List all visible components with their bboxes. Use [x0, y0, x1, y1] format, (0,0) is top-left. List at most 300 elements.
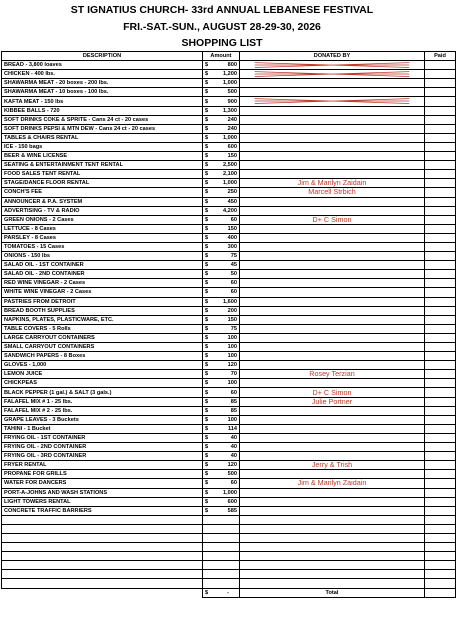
item-description: ANNOUNCER & P.A. SYSTEM — [2, 197, 203, 206]
item-paid — [425, 215, 456, 224]
blank-cell — [203, 533, 240, 542]
item-donor-cell — [240, 443, 425, 452]
blank-cell — [2, 552, 203, 561]
item-description: KIBBEE BALLS - 720 — [2, 106, 203, 115]
item-amount — [203, 279, 240, 288]
item-description: GREEN ONIONS - 2 Cases — [2, 215, 203, 224]
currency-symbol: $ — [205, 116, 209, 123]
item-paid — [425, 352, 456, 361]
amount-value: 600 — [227, 143, 237, 150]
item-description: NAPKINS, PLATES, PLASTICWARE, ETC. — [2, 315, 203, 324]
item-paid — [425, 306, 456, 315]
item-description: BEER & WINE LICENSE — [2, 152, 203, 161]
amount-value: 85 — [230, 407, 237, 414]
amount-value: 150 — [227, 225, 237, 232]
blank-cell — [203, 543, 240, 552]
donor-name: Jerry & Trish — [311, 460, 353, 470]
festival-title: ST IGNATIUS CHURCH- 33rd ANNUAL LEBANESE FESTIVAL — [70, 4, 374, 16]
item-donor-cell — [240, 497, 425, 506]
table-row — [2, 315, 456, 324]
currency-symbol: $ — [205, 262, 209, 269]
item-paid — [425, 361, 456, 370]
item-donor-cell — [240, 415, 425, 424]
item-donor-cell — [240, 306, 425, 315]
item-description: SHAWARMA MEAT - 10 boxes - 100 lbs. — [2, 88, 203, 97]
donor-name: D+ C Simon — [312, 387, 352, 397]
amount-value: 60 — [230, 289, 237, 296]
blank-cell — [240, 543, 425, 552]
item-amount — [203, 452, 240, 461]
table-row — [2, 170, 456, 179]
amount-value: 60 — [230, 480, 237, 487]
amount-value: 600 — [227, 498, 237, 505]
item-description: LEMON JUICE — [2, 370, 203, 379]
table-row — [2, 142, 456, 151]
item-paid — [425, 152, 456, 161]
item-amount — [203, 470, 240, 479]
donor-name: Rosey Terzian — [309, 369, 355, 379]
amount-value: 500 — [227, 89, 237, 96]
item-donor-cell — [240, 433, 425, 442]
item-paid — [425, 88, 456, 97]
currency-symbol: $ — [205, 407, 209, 414]
table-row — [2, 443, 456, 452]
item-description: LETTUCE - 8 Cases — [2, 224, 203, 233]
column-header-paid: Paid — [425, 52, 456, 61]
table-row — [2, 333, 456, 342]
currency-symbol: $ — [205, 507, 209, 514]
item-description: SHAWARMA MEAT - 20 boxes - 200 lbs. — [2, 79, 203, 88]
item-donor-cell — [240, 133, 425, 142]
amount-value: 1,200 — [223, 71, 237, 78]
item-paid — [425, 233, 456, 242]
amount-value: 4,200 — [223, 207, 237, 214]
item-description: SOFT DRINKS COKE & SPRITE - Cans 24 ct - 20 cases — [2, 115, 203, 124]
currency-symbol: $ — [205, 98, 209, 105]
item-donor-cell — [240, 370, 425, 379]
item-amount — [203, 88, 240, 97]
currency-symbol: $ — [205, 253, 209, 260]
list-title: SHOPPING LIST — [181, 37, 263, 49]
item-donor-cell — [240, 188, 425, 197]
item-description: LIGHT TOWERS RENTAL — [2, 497, 203, 506]
item-description: FRYING OIL - 3RD CONTAINER — [2, 452, 203, 461]
item-description: ADVERTISING - TV & RADIO — [2, 206, 203, 215]
table-row — [2, 288, 456, 297]
item-amount — [203, 433, 240, 442]
currency-symbol: $ — [205, 216, 209, 223]
blank-cell — [2, 561, 203, 570]
item-description: FALAFEL MIX # 2 - 25 lbs. — [2, 406, 203, 415]
total-row — [2, 588, 456, 597]
item-description: WHITE WINE VINEGAR - 2 Cases — [2, 288, 203, 297]
currency-symbol: $ — [205, 289, 209, 296]
donor-name: Jim & Marilyn Zaidain — [297, 178, 367, 188]
amount-value: 150 — [227, 316, 237, 323]
currency-symbol: $ — [205, 434, 209, 441]
amount-value: 100 — [227, 416, 237, 423]
amount-value: 250 — [227, 189, 237, 196]
item-amount — [203, 352, 240, 361]
item-description: PROPANE FOR GRILLS — [2, 470, 203, 479]
table-row — [2, 215, 456, 224]
shopping-list-table — [1, 51, 456, 598]
currency-symbol: $ — [205, 244, 209, 251]
amount-value: 240 — [227, 116, 237, 123]
item-donor-cell — [240, 161, 425, 170]
strikethrough-mark — [240, 70, 424, 78]
currency-symbol: $ — [205, 171, 209, 178]
item-paid — [425, 388, 456, 397]
item-donor-cell — [240, 388, 425, 397]
currency-symbol: $ — [205, 380, 209, 387]
item-description: PARSLEY - 8 Cases — [2, 233, 203, 242]
currency-symbol: $ — [205, 134, 209, 141]
item-donor-cell — [240, 152, 425, 161]
item-paid — [425, 133, 456, 142]
table-row — [2, 179, 456, 188]
table-row — [2, 224, 456, 233]
item-amount — [203, 206, 240, 215]
item-paid — [425, 288, 456, 297]
table-row — [2, 433, 456, 442]
item-description: GRAPE LEAVES - 3 Buckets — [2, 415, 203, 424]
item-paid — [425, 179, 456, 188]
item-donor-cell — [240, 252, 425, 261]
total-value: - — [227, 589, 229, 596]
table-row — [2, 261, 456, 270]
blank-cell — [425, 543, 456, 552]
item-donor-cell — [240, 233, 425, 242]
item-description: SEATING & ENTERTAINMENT TENT RENTAL — [2, 161, 203, 170]
currency-symbol: $ — [205, 325, 209, 332]
currency-symbol: $ — [205, 189, 209, 196]
currency-symbol: $ — [205, 80, 209, 87]
item-description: ICE - 150 bags — [2, 142, 203, 151]
item-donor-cell — [240, 352, 425, 361]
item-amount — [203, 79, 240, 88]
amount-value: 60 — [230, 216, 237, 223]
currency-symbol: $ — [205, 180, 209, 187]
item-description: FOOD SALES TENT RENTAL — [2, 170, 203, 179]
table-row — [2, 79, 456, 88]
table-row — [2, 370, 456, 379]
table-row — [2, 124, 456, 133]
blank-row — [2, 524, 456, 533]
item-description: TABLE COVERS - 5 Rolls — [2, 324, 203, 333]
currency-symbol: $ — [205, 389, 209, 396]
item-donor-cell — [240, 488, 425, 497]
festival-dates: FRI.-SAT.-SUN., AUGUST 28-29-30, 2026 — [123, 21, 321, 33]
table-row — [2, 461, 456, 470]
donor-name: Jim & Marilyn Zaidain — [297, 478, 367, 488]
blank-cell — [2, 570, 203, 579]
currency-symbol: $ — [205, 125, 209, 132]
amount-value: 800 — [227, 62, 237, 69]
item-paid — [425, 142, 456, 151]
blank-cell — [2, 579, 203, 588]
amount-value: 1,000 — [223, 489, 237, 496]
blank-cell — [240, 524, 425, 533]
blank-row — [2, 552, 456, 561]
item-paid — [425, 224, 456, 233]
item-donor-cell — [240, 379, 425, 388]
table-row — [2, 279, 456, 288]
item-amount — [203, 315, 240, 324]
item-paid — [425, 497, 456, 506]
table-row — [2, 188, 456, 197]
item-description: WATER FOR DANCERS — [2, 479, 203, 488]
currency-symbol: $ — [205, 416, 209, 423]
item-paid — [425, 252, 456, 261]
table-row — [2, 388, 456, 397]
table-row — [2, 106, 456, 115]
amount-value: 150 — [227, 153, 237, 160]
table-row — [2, 270, 456, 279]
blank-cell — [2, 524, 203, 533]
item-amount — [203, 270, 240, 279]
currency-symbol: $ — [205, 362, 209, 369]
table-row — [2, 424, 456, 433]
amount-value: 85 — [230, 398, 237, 405]
item-paid — [425, 443, 456, 452]
table-row — [2, 297, 456, 306]
column-header-donated-by: DONATED BY — [240, 52, 425, 61]
currency-symbol: $ — [205, 234, 209, 241]
item-amount — [203, 188, 240, 197]
table-row — [2, 233, 456, 242]
amount-value: 120 — [227, 462, 237, 469]
blank-cell — [2, 515, 203, 524]
table-row — [2, 479, 456, 488]
item-paid — [425, 170, 456, 179]
item-donor-cell — [240, 270, 425, 279]
item-donor-cell — [240, 115, 425, 124]
item-donor-cell — [240, 197, 425, 206]
amount-value: 75 — [230, 253, 237, 260]
amount-value: 585 — [227, 507, 237, 514]
item-amount — [203, 343, 240, 352]
item-amount — [203, 261, 240, 270]
item-paid — [425, 315, 456, 324]
item-donor-cell — [240, 279, 425, 288]
amount-value: 300 — [227, 244, 237, 251]
item-amount — [203, 170, 240, 179]
item-description: CONCH'S FEE — [2, 188, 203, 197]
total-spacer — [2, 588, 203, 597]
blank-row — [2, 543, 456, 552]
item-donor-cell — [240, 106, 425, 115]
blank-cell — [240, 515, 425, 524]
item-description: SOFT DRINKS PEPSI & MTN DEW - Cans 24 ct - 20 cases — [2, 124, 203, 133]
item-donor-cell — [240, 261, 425, 270]
blank-cell — [240, 533, 425, 542]
total-currency: $ — [205, 589, 209, 596]
blank-cell — [240, 570, 425, 579]
item-donor-cell — [240, 288, 425, 297]
item-amount — [203, 106, 240, 115]
item-amount — [203, 70, 240, 79]
amount-value: 100 — [227, 344, 237, 351]
table-row — [2, 452, 456, 461]
blank-cell — [425, 515, 456, 524]
item-description: FALAFEL MIX # 1 - 25 lbs. — [2, 397, 203, 406]
table-row — [2, 397, 456, 406]
donor-name: Marcell Strbich — [308, 187, 356, 197]
item-amount — [203, 379, 240, 388]
blank-cell — [203, 515, 240, 524]
item-paid — [425, 206, 456, 215]
table-row — [2, 506, 456, 515]
item-description: PASTRIES FROM DETROIT — [2, 297, 203, 306]
amount-value: 60 — [230, 280, 237, 287]
item-donor-cell — [240, 70, 425, 79]
donor-name: Julie Portner — [311, 396, 353, 406]
item-donor-cell — [240, 315, 425, 324]
table-row — [2, 306, 456, 315]
item-paid — [425, 506, 456, 515]
currency-symbol: $ — [205, 280, 209, 287]
blank-row — [2, 570, 456, 579]
currency-symbol: $ — [205, 334, 209, 341]
item-amount — [203, 397, 240, 406]
currency-symbol: $ — [205, 143, 209, 150]
item-donor-cell — [240, 333, 425, 342]
item-description: STAGE/DANCE FLOOR RENTAL — [2, 179, 203, 188]
item-amount — [203, 124, 240, 133]
item-paid — [425, 106, 456, 115]
currency-symbol: $ — [205, 462, 209, 469]
strikethrough-mark — [240, 97, 424, 105]
item-amount — [203, 61, 240, 70]
table-row — [2, 470, 456, 479]
table-row — [2, 115, 456, 124]
currency-symbol: $ — [205, 271, 209, 278]
item-donor-cell — [240, 297, 425, 306]
item-description: FRYING OIL - 2ND CONTAINER — [2, 443, 203, 452]
amount-value: 50 — [230, 271, 237, 278]
item-donor-cell — [240, 61, 425, 70]
amount-value: 45 — [230, 262, 237, 269]
blank-cell — [425, 524, 456, 533]
item-amount — [203, 479, 240, 488]
item-donor-cell — [240, 397, 425, 406]
blank-cell — [203, 561, 240, 570]
item-paid — [425, 461, 456, 470]
item-donor-cell — [240, 424, 425, 433]
amount-value: 75 — [230, 325, 237, 332]
table-row — [2, 406, 456, 415]
table-row — [2, 152, 456, 161]
item-description: ONIONS - 150 lbs — [2, 252, 203, 261]
item-amount — [203, 97, 240, 106]
item-amount — [203, 179, 240, 188]
table-row — [2, 206, 456, 215]
blank-cell — [240, 561, 425, 570]
item-paid — [425, 488, 456, 497]
amount-value: 1,000 — [223, 180, 237, 187]
table-row — [2, 324, 456, 333]
item-paid — [425, 424, 456, 433]
item-description: CHICKPEAS — [2, 379, 203, 388]
total-label: Total — [240, 588, 425, 597]
currency-symbol: $ — [205, 353, 209, 360]
amount-value: 450 — [227, 198, 237, 205]
item-donor-cell — [240, 242, 425, 251]
currency-symbol: $ — [205, 62, 209, 69]
currency-symbol: $ — [205, 344, 209, 351]
currency-symbol: $ — [205, 316, 209, 323]
item-amount — [203, 406, 240, 415]
item-donor-cell — [240, 124, 425, 133]
total-paid — [425, 588, 456, 597]
item-amount — [203, 497, 240, 506]
blank-cell — [203, 552, 240, 561]
table-row — [2, 415, 456, 424]
item-donor-cell — [240, 461, 425, 470]
item-paid — [425, 379, 456, 388]
item-donor-cell — [240, 215, 425, 224]
item-amount — [203, 242, 240, 251]
item-description: LARGE CARRYOUT CONTAINERS — [2, 333, 203, 342]
item-amount — [203, 297, 240, 306]
item-amount — [203, 133, 240, 142]
blank-cell — [425, 533, 456, 542]
blank-cell — [203, 524, 240, 533]
blank-cell — [425, 552, 456, 561]
currency-symbol: $ — [205, 225, 209, 232]
blank-cell — [240, 552, 425, 561]
blank-cell — [425, 570, 456, 579]
item-paid — [425, 279, 456, 288]
item-amount — [203, 197, 240, 206]
item-paid — [425, 115, 456, 124]
item-donor-cell — [240, 97, 425, 106]
item-donor-cell — [240, 506, 425, 515]
item-paid — [425, 197, 456, 206]
item-amount — [203, 306, 240, 315]
currency-symbol: $ — [205, 89, 209, 96]
amount-value: 120 — [227, 362, 237, 369]
item-description: TOMATOES - 15 Cases — [2, 242, 203, 251]
item-donor-cell — [240, 224, 425, 233]
item-paid — [425, 397, 456, 406]
item-paid — [425, 433, 456, 442]
currency-symbol: $ — [205, 498, 209, 505]
amount-value: 1,000 — [223, 80, 237, 87]
blank-row — [2, 579, 456, 588]
item-amount — [203, 142, 240, 151]
item-paid — [425, 297, 456, 306]
table-row — [2, 161, 456, 170]
item-amount — [203, 443, 240, 452]
currency-symbol: $ — [205, 153, 209, 160]
item-amount — [203, 370, 240, 379]
item-amount — [203, 388, 240, 397]
currency-symbol: $ — [205, 371, 209, 378]
item-description: PORT-A-JOHNS AND WASH STATIONS — [2, 488, 203, 497]
table-row — [2, 361, 456, 370]
amount-value: 114 — [227, 425, 237, 432]
item-amount — [203, 415, 240, 424]
item-description: SALAD OIL - 1ST CONTAINER — [2, 261, 203, 270]
item-description: RED WINE VINEGAR - 2 Cases — [2, 279, 203, 288]
table-row — [2, 133, 456, 142]
blank-cell — [240, 579, 425, 588]
blank-cell — [425, 561, 456, 570]
blank-cell — [203, 579, 240, 588]
item-amount — [203, 115, 240, 124]
